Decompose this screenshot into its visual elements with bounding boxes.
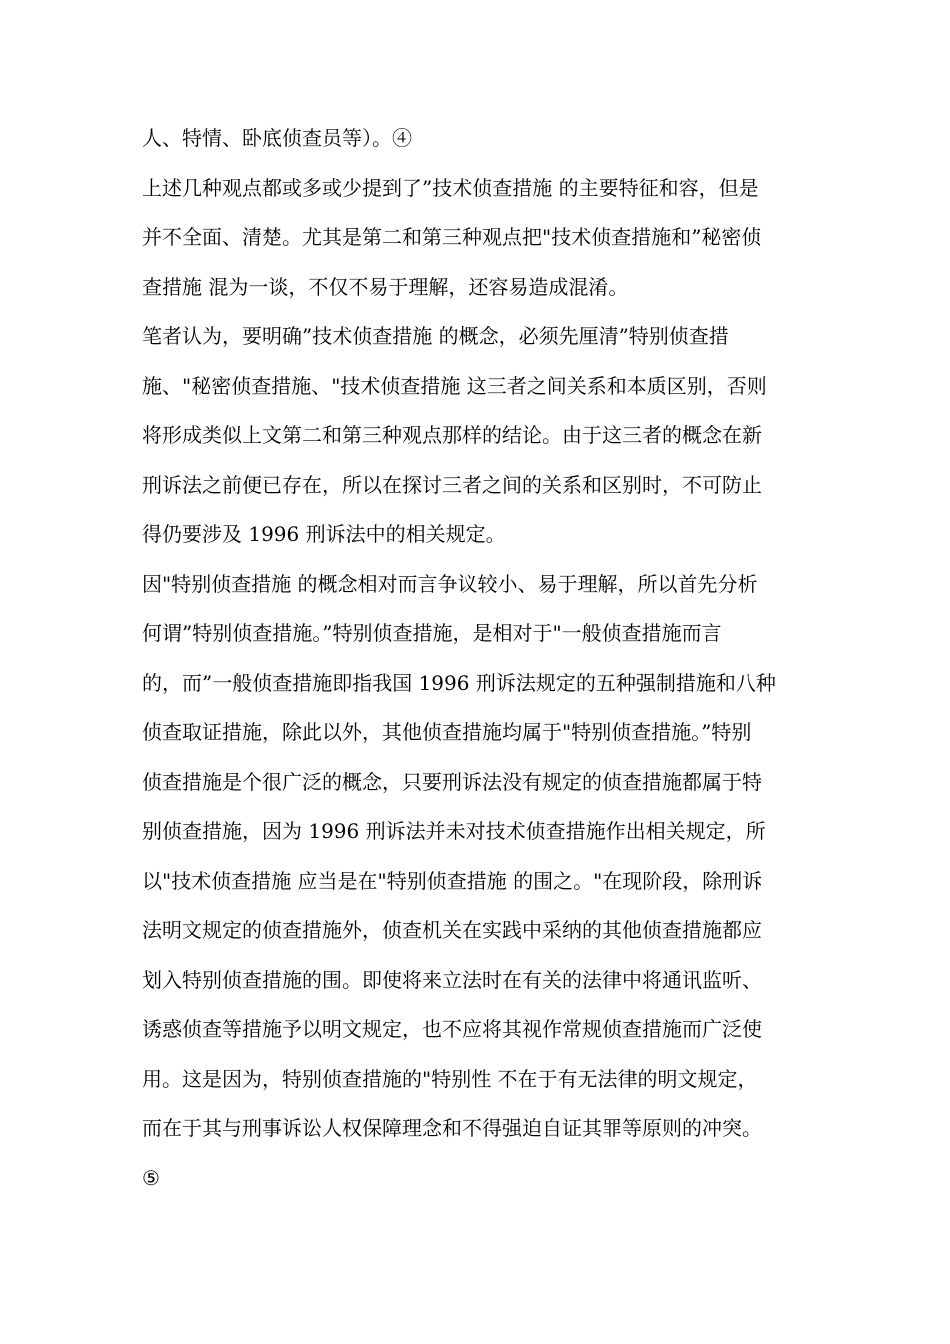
body-text: [142, 114, 814, 1203]
text-line-18: 划入特别侦查措施的围。即使将来立法时在有关的法律中将通讯监听、: [142, 967, 762, 992]
footnote-marker: ⑤: [142, 1165, 160, 1190]
text-line-21: 而在于其与刑事诉讼人权保障理念和不得强迫自证其罪等原则的冲突。: [142, 1116, 762, 1140]
text-line-4: 查措施 混为一谈，不仅不易于理解，还容易造成混淆。: [142, 274, 629, 299]
text-line-17: 法明文规定的侦查措施外，侦查机关在实践中采纳的其他侦查措施都应: [142, 918, 762, 942]
text-line-14: 侦查措施是个很广泛的概念，只要刑诉法没有规定的侦查措施都属于特: [142, 769, 762, 794]
text-line-16: 以"技术侦查措施 应当是在"特别侦查措施 的围之。"在现阶段，除刑诉: [142, 868, 763, 893]
text-line-8: 刑诉法之前便已存在，所以在探讨三者之间的关系和区别时，不可防止: [142, 472, 762, 497]
text-line-10: 因"特别侦查措施 的概念相对而言争议较小、易于理解，所以首先分析: [142, 571, 758, 596]
text-line-3: 并不全面、清楚。尤其是第二和第三种观点把"技术侦查措施和”秘密侦: [142, 225, 762, 249]
text-line-12: 的，而”一般侦查措施即指我国 1996 刑诉法规定的五种强制措施和八种: [142, 670, 776, 695]
text-line-9: 得仍要涉及 1996 刑诉法中的相关规定。: [142, 522, 506, 546]
text-line-20: 用。这是因为，特别侦查措施的"特别性 不在于有无法律的明文规定，: [142, 1066, 758, 1091]
text-line-7: 将形成类似上文第二和第三种观点那样的结论。由于这三者的概念在新: [142, 423, 762, 447]
text-line-5: 笔者认为，要明确”技术侦查措施 的概念，必须先厘清”特别侦查措: [142, 324, 729, 348]
text-line-19: 诱惑侦查等措施予以明文规定，也不应将其视作常规侦查措施而广泛使: [142, 1017, 762, 1041]
text-line-2: 上述几种观点都或多或少提到了”技术侦查措施 的主要特征和容，但是: [142, 175, 759, 200]
text-line-1: 人、特情、卧底侦查员等）。④: [142, 126, 412, 150]
text-line-6: 施、"秘密侦查措施、"技术侦查措施 这三者之间关系和本质区别，否则: [142, 373, 767, 398]
text-line-13: 侦查取证措施，除此以外，其他侦查措施均属于"特别侦查措施。”特别: [142, 720, 752, 744]
text-line-15: 别侦查措施，因为 1996 刑诉法并未对技术侦查措施作出相关规定，所: [142, 819, 766, 843]
text-line-11: 何谓”特别侦查措施。”特别侦查措施，是相对于"一般侦查措施而言: [142, 621, 722, 645]
